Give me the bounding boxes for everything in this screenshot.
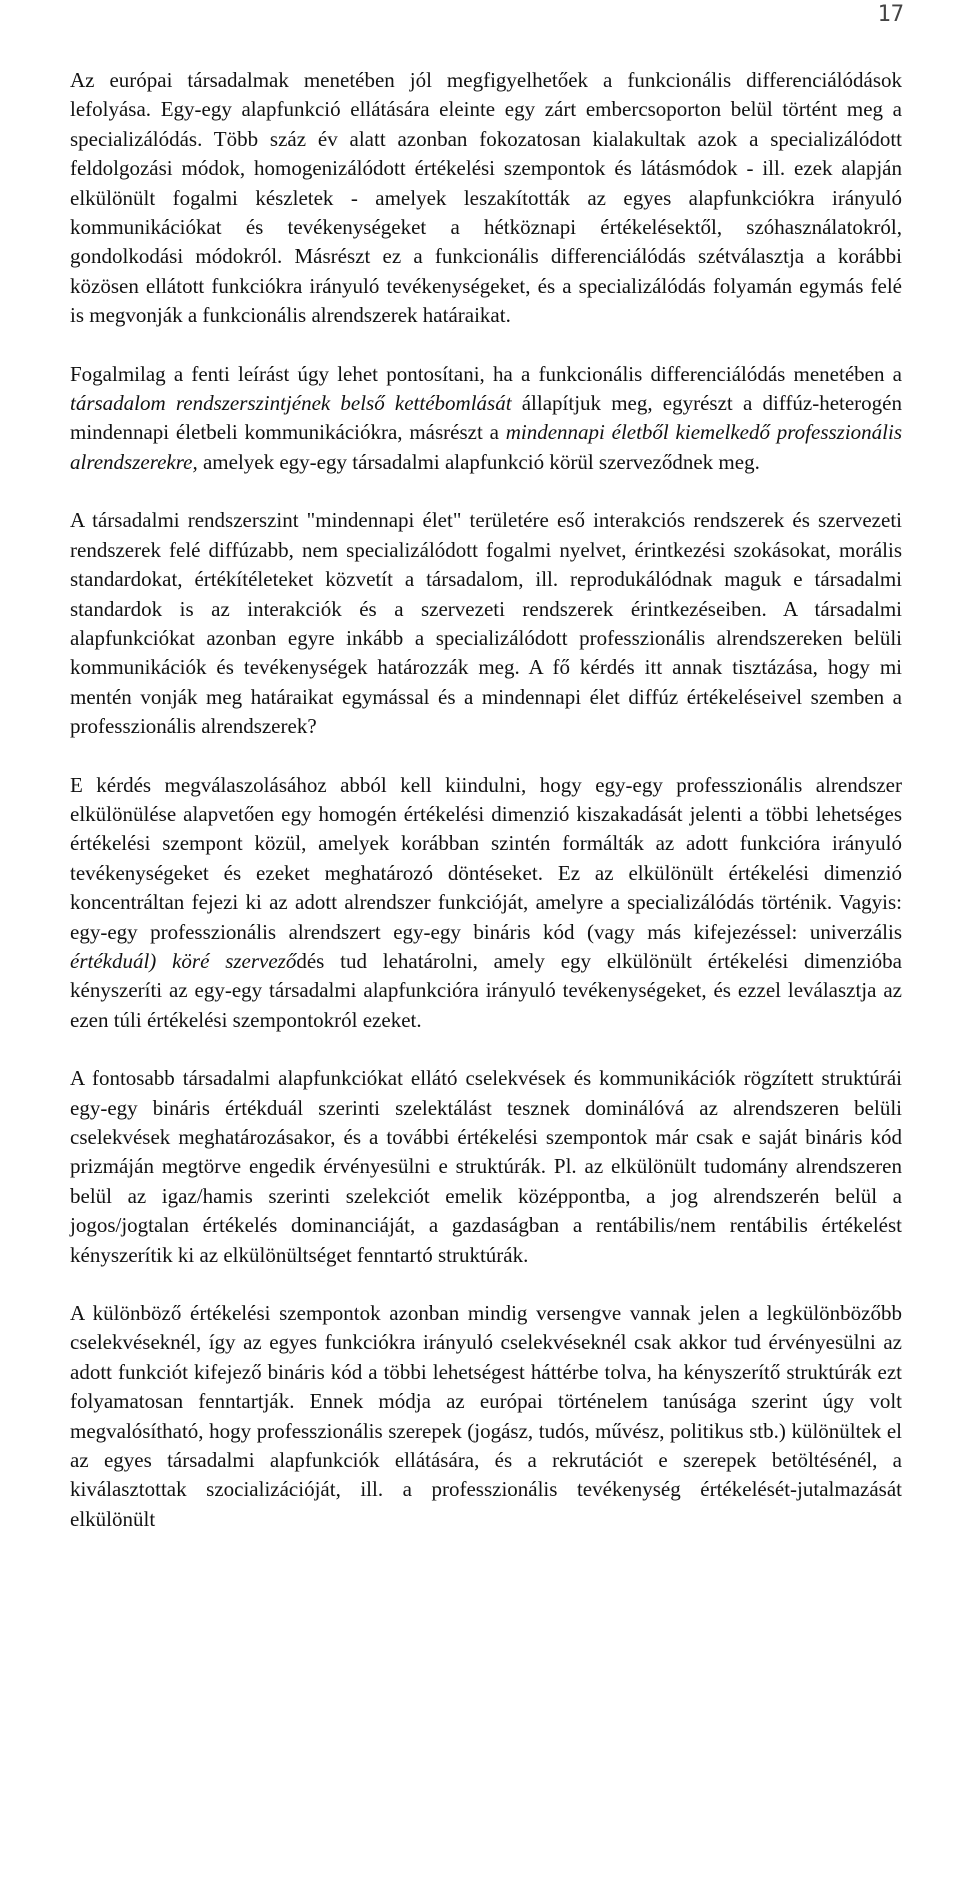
- paragraph-2: [70, 360, 902, 478]
- paragraph-5: [70, 1064, 902, 1270]
- text-segment: dés tud lehatárolni, amely egy elkülönült értékelési dimenzióba kényszeríti az egy-egy társadalmi alapfunkcióra irányuló tevékenységeket, és ezzel leválasztja az ezen túli értékelési szempontokról ezeket.: [70, 948, 902, 1032]
- italic-phrase: értékduál) köré szervező: [70, 948, 297, 973]
- italic-phrase: mindennapi életből kiemelkedő professzionális alrendszerekre,: [70, 420, 903, 474]
- text-segment: Az európai társadalmak menetében jól megfigyelhetőek a funkcionális differenciálódások lefolyása. Egy-egy alapfunkció ellátására eleinte egy zárt embercsoporton belül történt meg a specializálódás. Több száz év alatt azonban fokozatosan kialakultak azok a specializálódott feldolgozási módok, homogenizálódott értékelési szempontok és látásmódok - ill. ezek alapján elkülönült fogalmi készletek - amelyek leszakították az egyes alapfunkciókra irányuló kommunikációkat és tevékenységeket a hétköznapi értékelésektől, szóhasználatokról, gondolkodási módokról. Másrészt ez a funkcionális differenciálódás szétválasztja a korábbi közösen ellátott funkciókra irányuló tevékenységeket, és a specializálódás folyamán egymás felé is megvonják a funkcionális alrendszerek határaikat.: [70, 68, 902, 328]
- paragraph-3: [70, 506, 902, 741]
- text-segment: A különböző értékelési szempontok azonban mindig versengve vannak jelen a legkülönbözőbb cselekvéseknél, így az egyes funkciókra irányuló cselekvéseknél csak akkor tud érvényesülni az adott funkciót kifejező bináris kód a többi lehetségest háttérbe tolva, ha kényszerítő struktúrák ezt folyamatosan fenntartják. Ennek módja az európai történelem tanúsága szerint úgy volt megvalósítható, hogy professzionális szerepek (jogász, tudós, művész, politikus stb.) különültek el az egyes társadalmi alapfunkciók ellátására, és a rekrutációt e szerepek betöltésénél, a kiválasztottak szocializációját, ill. a professzionális tevékenység értékelését-jutalmazását elkülönült: [70, 1301, 902, 1531]
- paragraph-6: [70, 1299, 902, 1534]
- paragraph-4: [70, 771, 902, 1036]
- text-segment: A társadalmi rendszerszint "mindennapi élet" területére eső interakciós rendszerek és szervezeti rendszerek felé diffúzabb, nem specializálódott fogalmi nyelvet, érintkezési szokásokat, morális standardokat, értékítéleteket közvetít a társadalom, ill. reprodukálódnak maguk e társadalmi standardok is az interakciók és a szervezeti rendszerek érintkezéseiben. A társadalmi alapfunkciókat azonban egyre inkább a specializálódott professzionális alrendszereken belüli kommunikációk és tevékenységek határozzák meg. A fő kérdés itt annak tisztázása, hogy mi mentén vonják meg határaikat egymással és a mindennapi élet diffúz értékeléseivel szemben a professzionális alrendszerek?: [70, 508, 902, 739]
- text-segment: E kérdés megválaszolásához abból kell kiindulni, hogy egy-egy professzionális alrendszer elkülönülése alapvetően egy homogén értékelési dimenzió kiszakadását jelenti a többi lehetséges értékelési szempont közül, amelyek korábban szintén formálták az adott funkcióra irányuló tevékenységeket és ezeket meghatározó döntéseket. Ez az elkülönült értékelési dimenzió koncentráltan fejezi ki az adott alrendszer funkcióját, amelyre a specializálódás történik. Vagyis: egy-egy professzionális alrendszert egy-egy bináris kód (vagy más kifejezéssel: univerzális: [70, 772, 902, 944]
- italic-phrase: társadalom rendszerszintjének belső kettébomlását: [70, 391, 512, 416]
- paragraph-1: [70, 66, 902, 331]
- page-number: 17: [877, 2, 904, 27]
- document-body: [70, 66, 902, 1563]
- text-segment: A fontosabb társadalmi alapfunkciókat ellátó cselekvések és kommunikációk rögzített struktúrái egy-egy bináris értékduál szerinti szelektálást tesznek dominálóvá az alrendszeren belüli cselekvések meghatározásakor, és a további értékelési szempontok már csak e saját bináris kód prizmáján megtörve engedik érvényesülni e struktúrák. Pl. az elkülönült tudomány alrendszeren belül az igaz/hamis szerinti szelekciót emelik középpontba, a jog alrendszerén belül a jogos/jogtalan értékelés dominanciáját, a gazdaságban a rentábilis/nem rentábilis értékelést kényszerítik ki az elkülönültséget fenntartó struktúrák.: [70, 1066, 902, 1267]
- text-segment: amelyek egy-egy társadalmi alapfunkció körül szerveződnek meg.: [197, 449, 760, 474]
- text-segment: állapítjuk meg, egyrészt a diffúz-heterogén mindennapi életbeli kommunikációkra, másrészt a: [70, 391, 902, 445]
- text-segment: Fogalmilag a fenti leírást úgy lehet pontosítani, ha a funkcionális differenciálódás menetében a: [70, 361, 902, 386]
